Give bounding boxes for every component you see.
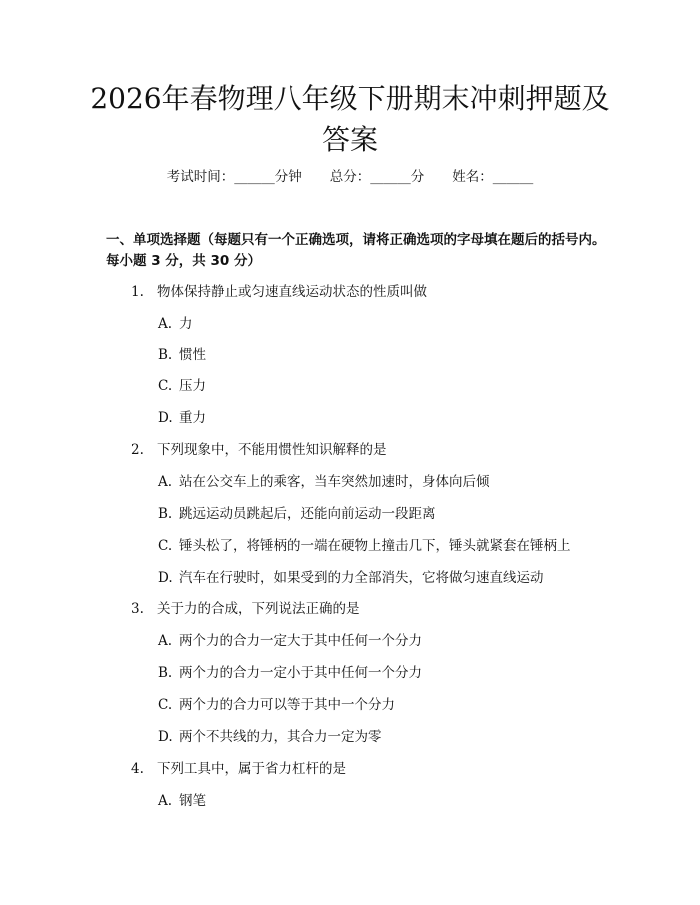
option-letter: D. — [158, 410, 173, 426]
student-name-label: 姓名： — [452, 169, 493, 185]
option-text: 跳远运动员跳起后，还能向前运动一段距离 — [179, 506, 436, 522]
option-text: 两个力的合力一定小于其中任何一个分力 — [179, 665, 422, 681]
option-text: 重力 — [179, 410, 206, 426]
option-letter: D. — [158, 729, 173, 745]
option-letter: B. — [158, 506, 173, 522]
option-text: 力 — [179, 316, 193, 332]
option-text: 锤头松了，将锤柄的一端在硬物上撞击几下，锤头就紧套在锤柄上 — [179, 538, 571, 554]
page-title: 2026年春物理八年级下册期末冲刺押题及答案 — [90, 82, 610, 156]
total-score-unit: 分 — [410, 169, 425, 185]
option-letter: A. — [158, 633, 173, 649]
exam-time-label: 考试时间： — [166, 169, 235, 185]
exam-time-unit: 分钟 — [274, 169, 302, 185]
question-text: 下列现象中，不能用惯性知识解释的是 — [157, 442, 387, 458]
student-name-blank: ______ — [492, 169, 534, 185]
option-letter: C. — [158, 538, 173, 554]
option-text: 两个力的合力一定大于其中任何一个分力 — [179, 633, 422, 649]
option-text: 惯性 — [179, 347, 206, 363]
total-score-label: 总分： — [329, 169, 371, 185]
section-heading-single-choice: 一、单项选择题（每题只有一个正确选项，请将正确选项的字母填在题后的括号内。每小题 3 分，共 30 分） — [106, 232, 606, 269]
exam-time-blank: ______ — [234, 169, 275, 185]
option-text: 两个不共线的力，其合力一定为零 — [179, 729, 382, 745]
option-text: 压力 — [179, 378, 206, 394]
option-letter: A. — [158, 793, 173, 809]
option-letter: B. — [158, 347, 173, 363]
option-letter: D. — [158, 570, 173, 586]
option-text: 站在公交车上的乘客，当车突然加速时，身体向后倾 — [179, 474, 490, 490]
option-letter: C. — [158, 697, 173, 713]
option-text: 两个力的合力可以等于其中一个分力 — [179, 697, 395, 713]
question-text: 下列工具中，属于省力杠杆的是 — [157, 761, 346, 777]
question-number: 1. — [131, 284, 144, 300]
question-number: 4. — [131, 761, 144, 777]
option-letter: B. — [158, 665, 173, 681]
option-letter: C. — [158, 378, 173, 394]
option-text: 钢笔 — [179, 793, 206, 809]
question-text: 物体保持静止或匀速直线运动状态的性质叫做 — [157, 284, 427, 300]
exam-info-line — [0, 168, 700, 186]
option-letter: A. — [158, 316, 173, 332]
question-number: 3. — [131, 601, 144, 617]
question-number: 2. — [131, 442, 144, 458]
option-letter: A. — [158, 474, 173, 490]
total-score-blank: ______ — [370, 169, 411, 185]
question-text: 关于力的合成，下列说法正确的是 — [157, 601, 360, 617]
option-text: 汽车在行驶时，如果受到的力全部消失，它将做匀速直线运动 — [179, 570, 544, 586]
